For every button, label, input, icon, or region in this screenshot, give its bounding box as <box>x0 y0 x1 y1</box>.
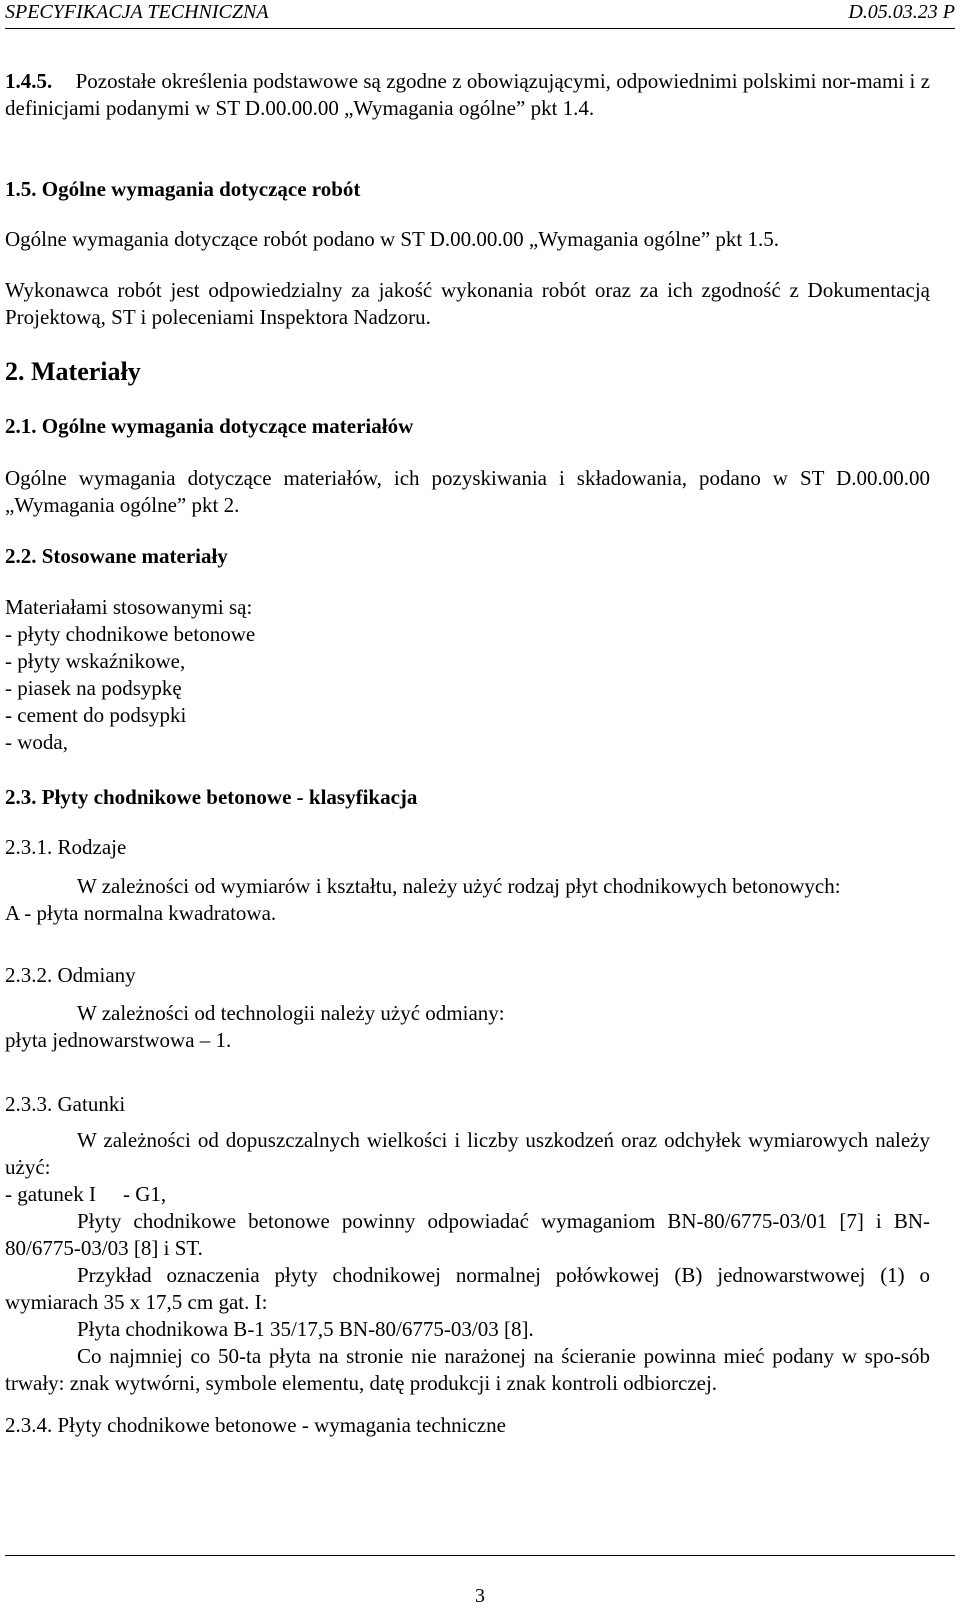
paragraph-line: A - płyta normalna kwadratowa. <box>5 901 277 925</box>
list-item: - płyty wskaźnikowe, <box>5 649 186 673</box>
paragraph: W zależności od dopuszczalnych wielkości i liczby uszkodzeń oraz odchyłek wymiarowych należy użyć: <box>5 1128 930 1179</box>
section-2-3-heading: 2.3. Płyty chodnikowe betonowe - klasyfikacja <box>5 785 418 809</box>
list-item: - cement do podsypki <box>5 703 187 727</box>
header-rule <box>5 28 955 29</box>
section-2-3-1-heading: 2.3.1. Rodzaje <box>5 835 127 859</box>
paragraph-line: płyta jednowarstwowa – 1. <box>5 1028 232 1052</box>
section-2-2-heading: 2.2. Stosowane materiały <box>5 544 228 568</box>
paragraph-line: W zależności od wymiarów i kształtu, należy użyć rodzaj płyt chodnikowych betonowych: <box>77 874 841 898</box>
page-number: 3 <box>475 1585 485 1607</box>
header-doc-type: SPECYFIKACJA TECHNICZNA <box>5 1 269 23</box>
section-1-4-5 <box>5 68 930 122</box>
paragraph: Ogólne wymagania dotyczące materiałów, ich pozyskiwania i składowania, podano w ST D.00.00.00 „Wymagania ogólne” pkt 2. <box>5 466 930 517</box>
paragraph: Co najmniej co 50-ta płyta na stronie nie narażonej na ścieranie powinna mieć podany w spo-sób trwały: znak wytwórni, symbole elementu, datę produkcji i znak kontroli odbiorczej. <box>5 1344 930 1395</box>
paragraph-line: W zależności od technologii należy użyć odmiany: <box>77 1001 505 1025</box>
header-doc-code: D.05.03.23 P <box>848 1 955 23</box>
section-1-5-heading: 1.5. Ogólne wymagania dotyczące robót <box>5 177 361 201</box>
list-intro: Materiałami stosowanymi są: <box>5 595 253 619</box>
section-2-3-3-body <box>5 1127 930 1397</box>
paragraph: Płyty chodnikowe betonowe powinny odpowiadać wymaganiom BN-80/6775-03/01 [7] i BN-80/6775-03/03 [8] i ST. <box>5 1209 930 1260</box>
grade-code: - G1, <box>123 1182 167 1206</box>
section-number: 1.4.5. <box>5 69 53 93</box>
section-2-3-1-body <box>5 873 930 927</box>
paragraph: Płyta chodnikowa B-1 35/17,5 BN-80/6775-03/03 [8]. <box>77 1317 534 1341</box>
paragraph: Wykonawca robót jest odpowiedzialny za jakość wykonania robót oraz za ich zgodność z Dokumentacją Projektową, ST i poleceniami Inspektora Nadzoru. <box>5 278 930 329</box>
grade-label: - gatunek I <box>5 1182 96 1206</box>
section-2-3-4-heading: 2.3.4. Płyty chodnikowe betonowe - wymagania techniczne <box>5 1413 506 1437</box>
materials-list <box>5 594 930 756</box>
list-item: - piasek na podsypkę <box>5 676 182 700</box>
page-header <box>5 0 955 30</box>
paragraph: Ogólne wymagania dotyczące robót podano w ST D.00.00.00 „Wymagania ogólne” pkt 1.5. <box>5 227 779 251</box>
section-2-heading: 2. Materiały <box>5 357 141 386</box>
section-2-1-heading: 2.1. Ogólne wymagania dotyczące materiałów <box>5 414 414 438</box>
grade-line <box>5 1181 930 1208</box>
list-item: - płyty chodnikowe betonowe <box>5 622 256 646</box>
paragraph: Pozostałe określenia podstawowe są zgodne z obowiązującymi, odpowiednimi polskimi nor-mami i z definicjami podanymi w ST D.00.00.00 „Wymagania ogólne” pkt 1.4. <box>5 69 930 120</box>
section-2-3-2-body <box>5 1000 930 1054</box>
section-2-3-3-heading: 2.3.3. Gatunki <box>5 1092 126 1116</box>
list-item: - woda, <box>5 730 68 754</box>
section-2-3-2-heading: 2.3.2. Odmiany <box>5 963 136 987</box>
paragraph: Przykład oznaczenia płyty chodnikowej normalnej połówkowej (B) jednowarstwowej (1) o wymiarach 35 x 17,5 cm gat. I: <box>5 1263 930 1314</box>
footer-rule <box>5 1555 955 1556</box>
